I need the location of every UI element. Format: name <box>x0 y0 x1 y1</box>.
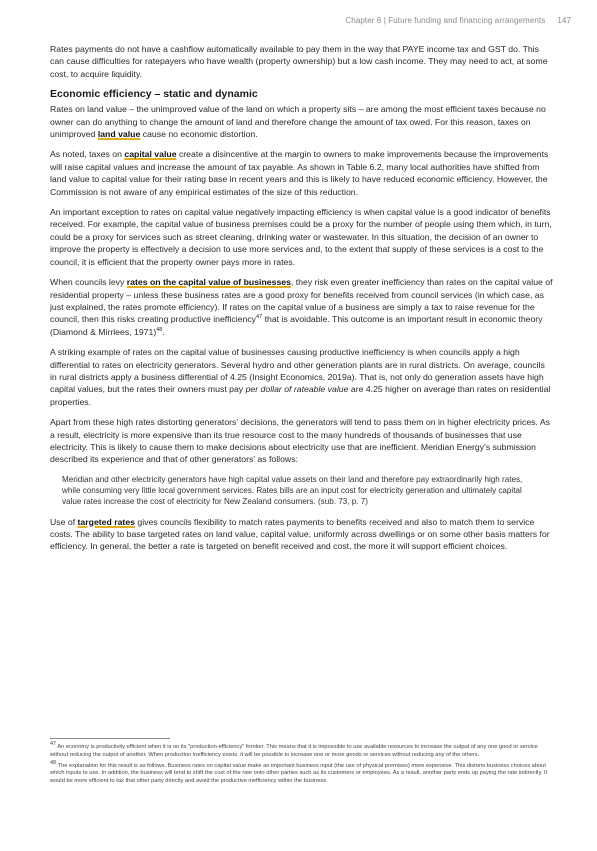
submission-quote: Meridian and other electricity generators have high capital value assets on their land and therefore pay extraordinarily high rates, while consuming very little local government services. Rates bills are an input cost for electricity generation and ultimately capital value rates increase the cost of electricity for New Zealand consumers. (sub. 73, p. 7) <box>62 474 523 507</box>
paragraph-land-value <box>50 103 553 140</box>
footnote-ref-48[interactable]: 48 <box>156 326 163 333</box>
footnote-text: The explanation for this result is as follows. Business rates on capital value make an important business input (the use of physical premises) more expensive. This distorts business choices about which inputs to use. In addition, the business will tend to shift the cost of the rate onto other parties such as its customers or employees. As a result, another party ends up paying the rate indirectly. It would be more efficient to tax that other party directly and avoid the productive inefficiency within the business. <box>50 762 548 785</box>
highlight-business-rates: rates on the capital value of businesses <box>126 277 291 288</box>
paragraph-apart: Apart from these high rates distorting generators' decisions, the generators will tend to pass them on in higher electricity prices. As a result, electricity is more expensive than its true resource cost to the many hundreds of thousands of businesses that use electricity. This is likely to cause them to make decisions about electricity use that are inefficient. Meridian Energy's submission described its experience and that of other generators' as follows: <box>50 417 550 465</box>
footnote-number: 48 <box>50 759 57 766</box>
paragraph-intro: Rates payments do not have a cashflow automatically available to pay them in the way that PAYE income tax and GST do. This can cause difficulties for ratepayers who have wealth (property ownership) but a low cash income. They may need to act, at some cost, to acquire liquidity. <box>50 44 548 79</box>
emphasis: per dollar of rateable value <box>245 384 349 395</box>
highlight-land-value: land value <box>97 129 141 140</box>
text: Rates on land value – the unimproved value of the land on which a property sits – are among the most efficient taxes because no owner can do anything to change the amount of land and therefore change the amount of tax owed. For this reason, taxes on unimproved <box>50 104 546 140</box>
highlight-targeted-rates: targeted rates <box>77 516 135 527</box>
text: , they risk even greater inefficiency than rates on the capital value of residential property – unless these business rates are a good proxy for benefits received from council services (in which case, as just explained, the rates promote efficiency). If rates on the capital value of a business are simply a tax to raise revenue for the council, then this risks creating productive inefficiency <box>50 277 553 325</box>
text: Use of <box>50 516 78 527</box>
footnote-text: An economy is productivity efficient when it is on its "production-efficiency" frontier. This means that it is impossible to use available resources to increase the output of any one good or service without reducing the output of another. When production inefficiency exists, it will be possible to increase one or more goods or services without reducing any of the others. <box>50 744 538 758</box>
footnote-48 <box>50 759 553 786</box>
running-header <box>345 16 571 25</box>
paragraph-targeted-rates <box>50 516 553 553</box>
footnote-ref-47[interactable]: 47 <box>256 314 263 321</box>
text: cause no economic distortion. <box>140 129 258 140</box>
highlight-capital-value: capital value <box>124 149 177 160</box>
footnote-divider <box>50 738 170 739</box>
section-heading: Economic efficiency – static and dynamic <box>50 88 258 101</box>
paragraph-striking-example <box>50 346 553 408</box>
text: A striking example of rates on the capital value of businesses causing productive inefficiency is when councils apply a high differential to rates on electricity generators. Several hydro and other generation plants are in rural districts. On average, councils in rural districts apply a business differential of 4.25 (Insight Economics, 2019a). That is, not only do generation assets have high capital values, but the rates their owners must pay <box>50 347 545 395</box>
text: When councils levy <box>50 277 127 288</box>
running-title: Chapter 6 | Future funding and financing arrangements <box>345 16 546 25</box>
text: As noted, taxes on <box>50 149 125 160</box>
text: create a disincentive at the margin to owners to make improvements because the improvements will raise capital values and increase the amount of tax payable. As shown in Table 6.2, many local authorities have shifted from land value to capital value for their rating base in recent years and this is likely to have reduced economic efficiency. However, the Commission is not aware of any empirical estimates of the size of this reduction. <box>50 149 549 197</box>
paragraph-capital-value <box>50 148 553 198</box>
page-number: 147 <box>557 16 571 25</box>
text: are 4.25 higher on average than rates on residential properties. <box>50 384 551 407</box>
paragraph-business-rates <box>50 276 553 338</box>
text: gives councils flexibility to match rates payments to benefits received and also to match them to service costs. The ability to base targeted rates on land value, capital value, uniformly across dwellings or on some other basis matters for efficiency. In general, the better a rate is targeted on benefit received and cost, the more it will support efficient choices. <box>50 516 550 552</box>
footnotes <box>50 738 553 789</box>
footnote-number: 47 <box>50 741 57 748</box>
body-content <box>50 43 553 561</box>
footnote-47 <box>50 741 553 760</box>
text: . <box>162 326 165 337</box>
text: that is avoidable. This outcome is an important result in economic theory (Diamond & Mirrlees, 1971) <box>50 314 543 337</box>
paragraph-exception: An important exception to rates on capital value negatively impacting efficiency is when capital value is a good indicator of benefits received. For example, the capital value of business premises could be a proxy for the number of people using them which, in turn, could be a proxy for services such as street cleaning, drinking water or wastewater. In this situation, the decision of an owner to improve the property is effectively a decision to use more services and, to the extent that supply of these services is a cost to the council, it is efficient that the property owner pays more in rates. <box>50 207 552 267</box>
